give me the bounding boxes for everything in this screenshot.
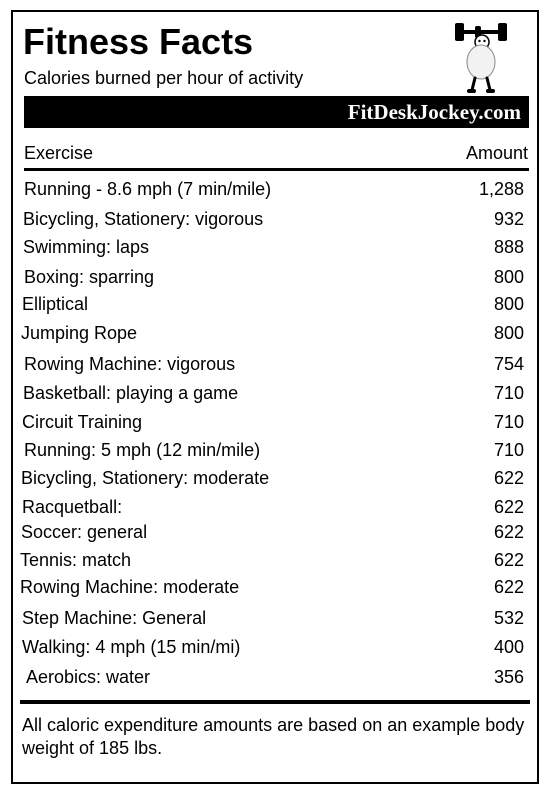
calorie-amount: 800	[493, 323, 524, 343]
dumbbell-mascot-icon	[445, 16, 517, 96]
table-row	[13, 439, 537, 463]
table-row	[13, 576, 537, 600]
table-row	[13, 266, 537, 290]
calorie-amount: 710	[493, 440, 524, 460]
fitness-facts-card	[11, 10, 539, 784]
header-divider	[24, 168, 529, 171]
page-subtitle: Calories burned per hour of activity	[24, 68, 304, 88]
exercise-name: Boxing: sparring	[24, 267, 155, 287]
table-row	[13, 607, 537, 631]
exercise-name: Rowing Machine: moderate	[20, 577, 240, 597]
table-row	[13, 322, 537, 346]
table-row	[13, 236, 537, 260]
table-row	[13, 178, 537, 202]
exercise-name: Elliptical	[22, 294, 89, 314]
exercise-name: Circuit Training	[22, 412, 143, 432]
calorie-amount: 1,288	[478, 179, 524, 199]
brand-name: FitDeskJockey.com	[347, 100, 521, 124]
dumbbell-mascot-icon-graphic	[445, 16, 517, 96]
calorie-amount: 622	[493, 522, 524, 542]
exercise-name: Rowing Machine: vigorous	[24, 354, 236, 374]
table-row	[13, 382, 537, 406]
calorie-amount: 754	[493, 354, 524, 374]
calorie-amount: 622	[493, 468, 524, 488]
exercise-name: Soccer: general	[21, 522, 148, 542]
calorie-amount: 800	[493, 267, 524, 287]
calorie-amount: 710	[493, 412, 524, 432]
exercise-name: Basketball: playing a game	[23, 383, 239, 403]
exercise-name: Step Machine: General	[22, 608, 207, 628]
table-row	[13, 636, 537, 660]
footnote: All caloric expenditure amounts are based on an example body weight of 185 lbs.	[22, 715, 525, 758]
footer-divider	[20, 700, 530, 704]
table-row	[13, 521, 537, 545]
table-row	[13, 467, 537, 491]
table-row	[13, 353, 537, 377]
exercise-name: Jumping Rope	[21, 323, 138, 343]
table-row	[13, 411, 537, 435]
exercise-name: Swimming: laps	[23, 237, 150, 257]
table-row	[13, 208, 537, 232]
exercise-name: Running - 8.6 mph (7 min/mile)	[24, 179, 272, 199]
column-header-amount: Amount	[465, 143, 528, 163]
calorie-amount: 888	[493, 237, 524, 257]
calorie-amount: 400	[493, 637, 524, 657]
brand-banner	[24, 96, 529, 128]
calorie-amount: 710	[493, 383, 524, 403]
column-header-exercise: Exercise	[24, 143, 94, 163]
exercise-name: Bicycling, Stationery: moderate	[21, 468, 270, 488]
exercise-name: Running: 5 mph (12 min/mile)	[24, 440, 261, 460]
calorie-amount: 622	[493, 497, 524, 517]
calorie-amount: 622	[493, 550, 524, 570]
calorie-amount: 622	[493, 577, 524, 597]
calorie-amount: 800	[493, 294, 524, 314]
exercise-name: Aerobics: water	[26, 667, 151, 687]
table-row	[13, 293, 537, 317]
table-row	[13, 549, 537, 573]
calorie-amount: 356	[493, 667, 524, 687]
exercise-name: Walking: 4 mph (15 min/mi)	[22, 637, 241, 657]
exercise-name: Tennis: match	[20, 550, 132, 570]
page-title: Fitness Facts	[23, 21, 254, 62]
table-row	[13, 496, 537, 520]
calorie-amount: 532	[493, 608, 524, 628]
calorie-amount: 932	[493, 209, 524, 229]
exercise-name: Racquetball:	[22, 497, 123, 517]
table-row	[13, 666, 537, 690]
exercise-name: Bicycling, Stationery: vigorous	[23, 209, 264, 229]
